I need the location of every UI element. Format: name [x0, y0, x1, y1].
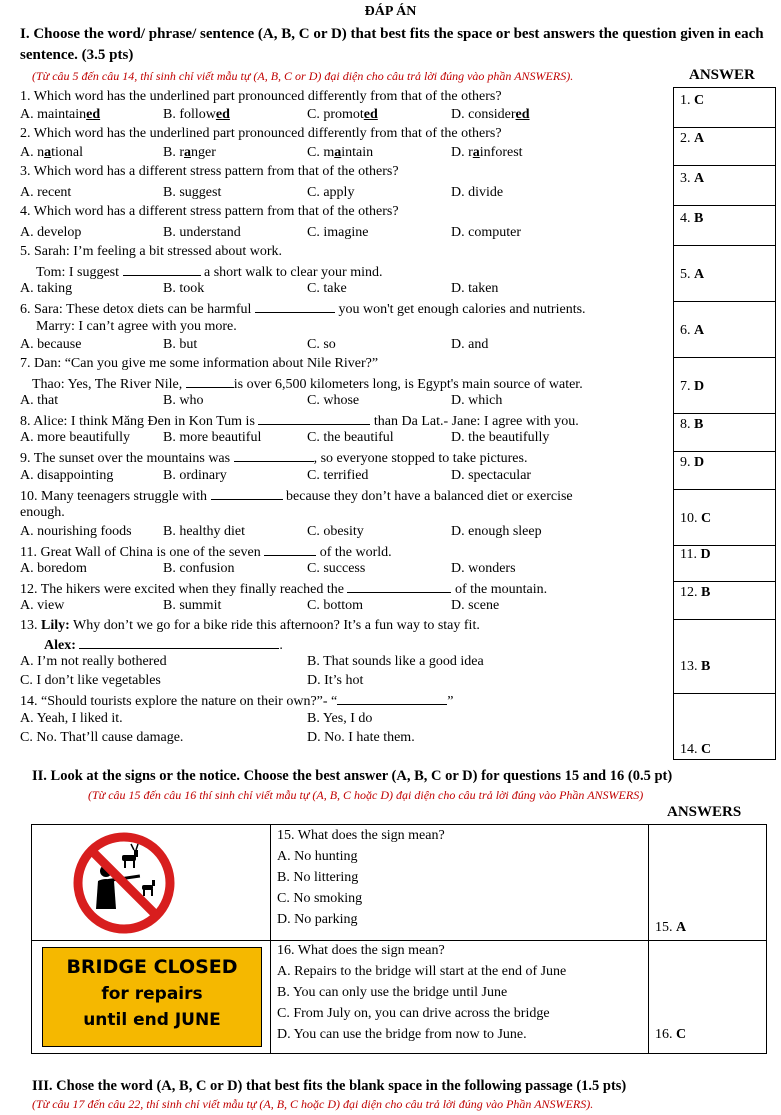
q6-blank: [255, 300, 335, 313]
q10-option-b: B. healthy diet: [163, 524, 246, 539]
q4-option-b: B. understand: [163, 225, 241, 240]
q7-line1: 7. Dan: “Can you give me some information about Nile River?”: [20, 356, 379, 371]
q5-blank: [123, 263, 201, 276]
q13-option-b: B. That sounds like a good idea: [307, 654, 484, 669]
q15-option-d: D. No parking: [277, 912, 358, 927]
q5-option-c: C. take: [307, 281, 347, 296]
q13-option-c: C. I don’t like vegetables: [20, 673, 161, 688]
answer-cell: 11. D: [674, 546, 775, 582]
q6-option-d: D. and: [451, 337, 489, 352]
q15-option-a: A. No hunting: [277, 849, 358, 864]
table-divider: [32, 940, 766, 941]
q11-line1: 11. Great Wall of China is one of the seven of the world.: [20, 545, 392, 560]
q11-option-a: A. boredom: [20, 561, 87, 576]
q2-stem: 2. Which word has the underlined part pronounced differently from that of the others?: [20, 126, 502, 141]
answer-column: [673, 87, 776, 760]
q7-option-b: B. who: [163, 393, 204, 408]
section3-heading: III. Chose the word (A, B, C or D) that best fits the blank space in the following passage (1.5 pts): [32, 1078, 627, 1094]
answer-cell: 14. C: [680, 742, 712, 757]
q6-option-b: B. but: [163, 337, 198, 352]
q5-option-d: D. taken: [451, 281, 499, 296]
answer-cell: 10. C: [674, 490, 775, 546]
q4-option-c: C. imagine: [307, 225, 369, 240]
q4-option-a: A. develop: [20, 225, 82, 240]
q8-option-b: B. more beautiful: [163, 430, 262, 445]
answer-cell: 9. D: [674, 452, 775, 490]
table-divider: [648, 825, 649, 1053]
q4-option-d: D. computer: [451, 225, 521, 240]
section2-heading: II. Look at the signs or the notice. Choose the best answer (A, B, C or D) for questions 15 and 16 (0.5 pt): [32, 768, 673, 784]
q9-option-d: D. spectacular: [451, 468, 532, 483]
q11-blank: [264, 543, 316, 556]
q7-line2: Thao: Yes, The River Nile, is over 6,500 kilometers long, is Egypt's main source of water.: [32, 377, 583, 392]
q3-option-b: B. suggest: [163, 185, 222, 200]
answer-cell: 1. C: [674, 88, 775, 128]
q14-option-d: D. No. I hate them.: [307, 730, 415, 745]
q10-blank: [211, 487, 283, 500]
q13-line1: 13. Lily: Why don’t we go for a bike ride this afternoon? It’s a fun way to stay fit.: [20, 618, 480, 633]
q12-option-b: B. summit: [163, 598, 222, 613]
q2-option-c: C. maintain: [307, 145, 374, 160]
answer-cell: 8. B: [674, 414, 775, 452]
answer-cell: 7. D: [674, 358, 775, 414]
q15-stem: 15. What does the sign mean?: [277, 828, 445, 843]
q16-answer: 16. C: [655, 1027, 687, 1042]
q5-line2: Tom: I suggest a short walk to clear your mind.: [36, 265, 383, 280]
q14-blank: [337, 692, 447, 705]
answer-cell: 4. B: [674, 206, 775, 246]
q5-option-b: B. took: [163, 281, 205, 296]
q16-option-b: B. You can only use the bridge until June: [277, 985, 508, 1000]
q2-option-b: B. ranger: [163, 145, 216, 160]
q16-option-a: A. Repairs to the bridge will start at the end of June: [277, 964, 567, 979]
q5-option-a: A. taking: [20, 281, 73, 296]
q8-option-a: A. more beautifully: [20, 430, 131, 445]
q15-answer: 15. A: [655, 920, 687, 935]
answer-cell: 13. B: [674, 620, 775, 694]
q1-option-b: B. followed: [163, 107, 230, 122]
section1-answer-header: ANSWER: [689, 67, 755, 83]
q14-option-b: B. Yes, I do: [307, 711, 373, 726]
answer-cell: 5. A: [674, 246, 775, 302]
q10-option-d: D. enough sleep: [451, 524, 542, 539]
q9-line1: 9. The sunset over the mountains was , so everyone stopped to take pictures.: [20, 451, 528, 466]
q8-option-c: C. the beautiful: [307, 430, 394, 445]
q6-option-a: A. because: [20, 337, 82, 352]
q8-blank: [258, 412, 370, 425]
q15-option-b: B. No littering: [277, 870, 359, 885]
q1-option-c: C. promoted: [307, 107, 378, 122]
q2-option-a: A. national: [20, 145, 84, 160]
q3-stem: 3. Which word has a different stress pattern from that of the others?: [20, 164, 399, 179]
q3-option-a: A. recent: [20, 185, 72, 200]
answer-cell: 3. A: [674, 166, 775, 206]
section3-instruction: (Từ câu 17 đến câu 22, thí sinh chỉ viết mẫu tự (A, B, C hoặc D) đại diện cho câu trả lời đúng vào Phần ANSWERS).: [32, 1097, 594, 1111]
table-divider: [270, 825, 271, 1053]
q7-option-d: D. which: [451, 393, 503, 408]
answer-cell: 6. A: [674, 302, 775, 358]
q13-option-d: D. It’s hot: [307, 673, 364, 688]
q10-option-a: A. nourishing foods: [20, 524, 132, 539]
q16-option-c: C. From July on, you can drive across the bridge: [277, 1006, 550, 1021]
q14-option-c: C. No. That’ll cause damage.: [20, 730, 184, 745]
q13-line2: Alex: .: [44, 638, 283, 653]
q9-option-b: B. ordinary: [163, 468, 227, 483]
q4-stem: 4. Which word has a different stress pattern from that of the others?: [20, 204, 399, 219]
q12-line1: 12. The hikers were excited when they finally reached the of the mountain.: [20, 582, 548, 597]
q5-line1: 5. Sarah: I’m feeling a bit stressed about work.: [20, 244, 283, 259]
q12-option-a: A. view: [20, 598, 65, 613]
q12-option-c: C. bottom: [307, 598, 364, 613]
q9-option-a: A. disappointing: [20, 468, 114, 483]
bridge-closed-sign: BRIDGE CLOSED for repairs until end JUNE: [42, 947, 262, 1047]
q7-option-a: A. that: [20, 393, 59, 408]
q1-option-d: D. considered: [451, 107, 530, 122]
no-hunting-icon: [72, 831, 176, 935]
q9-blank: [234, 449, 314, 462]
q3-option-d: D. divide: [451, 185, 504, 200]
q16-option-d: D. You can use the bridge from now to June.: [277, 1027, 527, 1042]
q6-option-c: C. so: [307, 337, 336, 352]
q6-line1: 6. Sara: These detox diets can be harmful you won't get enough calories and nutrients.: [20, 302, 586, 317]
answer-cell: 12. B: [674, 582, 775, 620]
q10-line1: 10. Many teenagers struggle with because they don’t have a balanced diet or exercise: [20, 489, 573, 504]
signs-table: [31, 824, 767, 1054]
q16-stem: 16. What does the sign mean?: [277, 943, 445, 958]
q11-option-d: D. wonders: [451, 561, 516, 576]
q12-option-d: D. scene: [451, 598, 500, 613]
q8-line1: 8. Alice: I think Măng Đen in Kon Tum is than Da Lat.- Jane: I agree with you.: [20, 414, 579, 429]
section1-heading: I. Choose the word/ phrase/ sentence (A, B, C or D) that best fits the space or best answers the question given in each sentence. (3.5 pts): [20, 26, 764, 63]
answer-cell: 2. A: [674, 128, 775, 166]
q8-option-d: D. the beautifully: [451, 430, 550, 445]
q10-line2: enough.: [20, 505, 65, 520]
q1-option-a: A. maintained: [20, 107, 101, 122]
section2-instruction: (Từ câu 15 đến câu 16 thí sinh chỉ viết mẫu tự (A, B, C hoặc D) đại diện cho câu trả lời đúng vào Phần ANSWERS): [88, 788, 644, 802]
q10-option-c: C. obesity: [307, 524, 364, 539]
q7-blank: [186, 375, 234, 388]
section2-answer-header: ANSWERS: [667, 804, 742, 820]
q11-option-b: B. confusion: [163, 561, 235, 576]
q7-option-c: C. whose: [307, 393, 360, 408]
q14-line1: 14. “Should tourists explore the nature on their own?”- “ ”: [20, 694, 454, 709]
q3-option-c: C. apply: [307, 185, 355, 200]
q13-blank: [79, 636, 279, 649]
section1-instruction: (Từ câu 5 đến câu 14, thí sinh chỉ viết mẫu tự (A, B, C or D) đại diện cho câu trả lời đúng vào phần ANSWERS).: [32, 69, 574, 83]
q12-blank: [347, 580, 451, 593]
q13-option-a: A. I’m not really bothered: [20, 654, 167, 669]
q1-stem: 1. Which word has the underlined part pronounced differently from that of the others?: [20, 89, 502, 104]
q6-line2: Marry: I can’t agree with you more.: [36, 319, 237, 334]
page-title: ĐÁP ÁN: [364, 4, 417, 19]
q15-option-c: C. No smoking: [277, 891, 363, 906]
q2-option-d: D. rainforest: [451, 145, 523, 160]
q9-option-c: C. terrified: [307, 468, 369, 483]
q11-option-c: C. success: [307, 561, 366, 576]
q14-option-a: A. Yeah, I liked it.: [20, 711, 123, 726]
